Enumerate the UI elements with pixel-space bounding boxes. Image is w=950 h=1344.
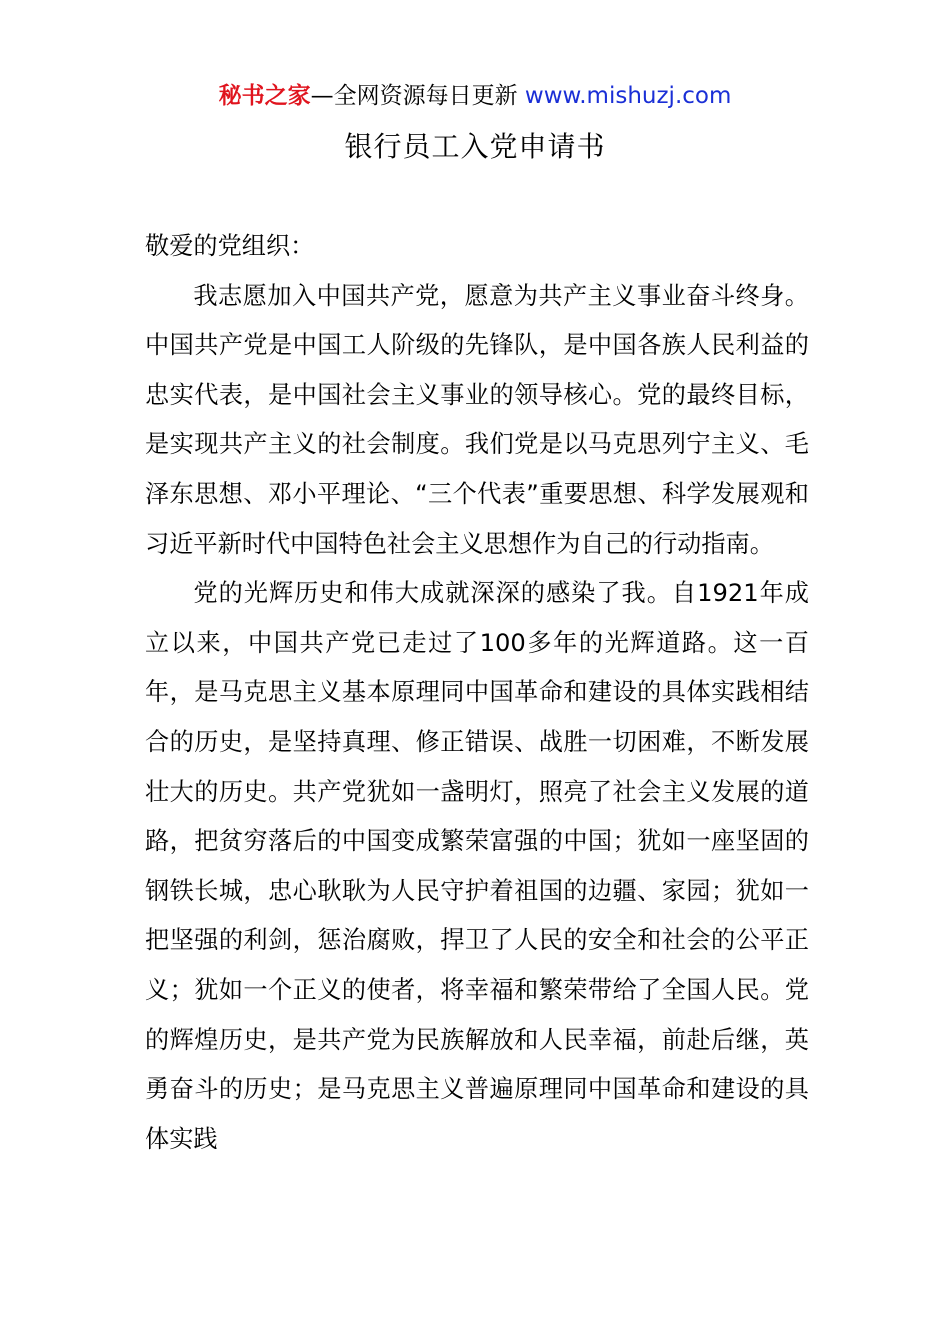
site-header <box>0 78 950 114</box>
site-slogan: —全网资源每日更新 <box>310 83 525 109</box>
body-paragraph-2: 党的光辉历史和伟大成就深深的感染了我。自1921年成立以来，中国共产党已走过了100多年的光辉道路。这一百年，是马克思主义基本原理同中国革命和建设的具体实践相结合的历史，是坚持真理、修正错误、战胜一切困难，不断发展壮大的历史。共产党犹如一盏明灯，照亮了社会主义发展的道路，把贫穷落后的中国变成繁荣富强的中国；犹如一座坚固的钢铁长城，忠心耿耿为人民守护着祖国的边疆、家园；犹如一把坚强的利剑，惩治腐败，捍卫了人民的安全和社会的公平正义；犹如一个正义的使者，将幸福和繁荣带给了全国人民。党的辉煌历史，是共产党为民族解放和人民幸福，前赴后继，英勇奋斗的历史；是马克思主义普遍原理同中国革命和建设的具体实践 <box>145 579 809 1153</box>
site-url-link[interactable]: www.mishuzj.com <box>524 83 732 109</box>
salutation: 敬爱的党组织： <box>145 232 315 260</box>
document-title: 银行员工入党申请书 <box>344 130 606 163</box>
site-brand: 秘书之家 <box>218 83 311 109</box>
document-body <box>145 222 809 1164</box>
body-paragraph-1: 我志愿加入中国共产党，愿意为共产主义事业奋斗终身。中国共产党是中国工人阶级的先锋队，是中国各族人民利益的忠实代表，是中国社会主义事业的领导核心。党的最终目标，是实现共产主义的社会制度。我们党是以马克思列宁主义、毛泽东思想、邓小平理论、“三个代表”重要思想、科学发展观和习近平新时代中国特色社会主义思想作为自己的行动指南。 <box>145 281 809 558</box>
